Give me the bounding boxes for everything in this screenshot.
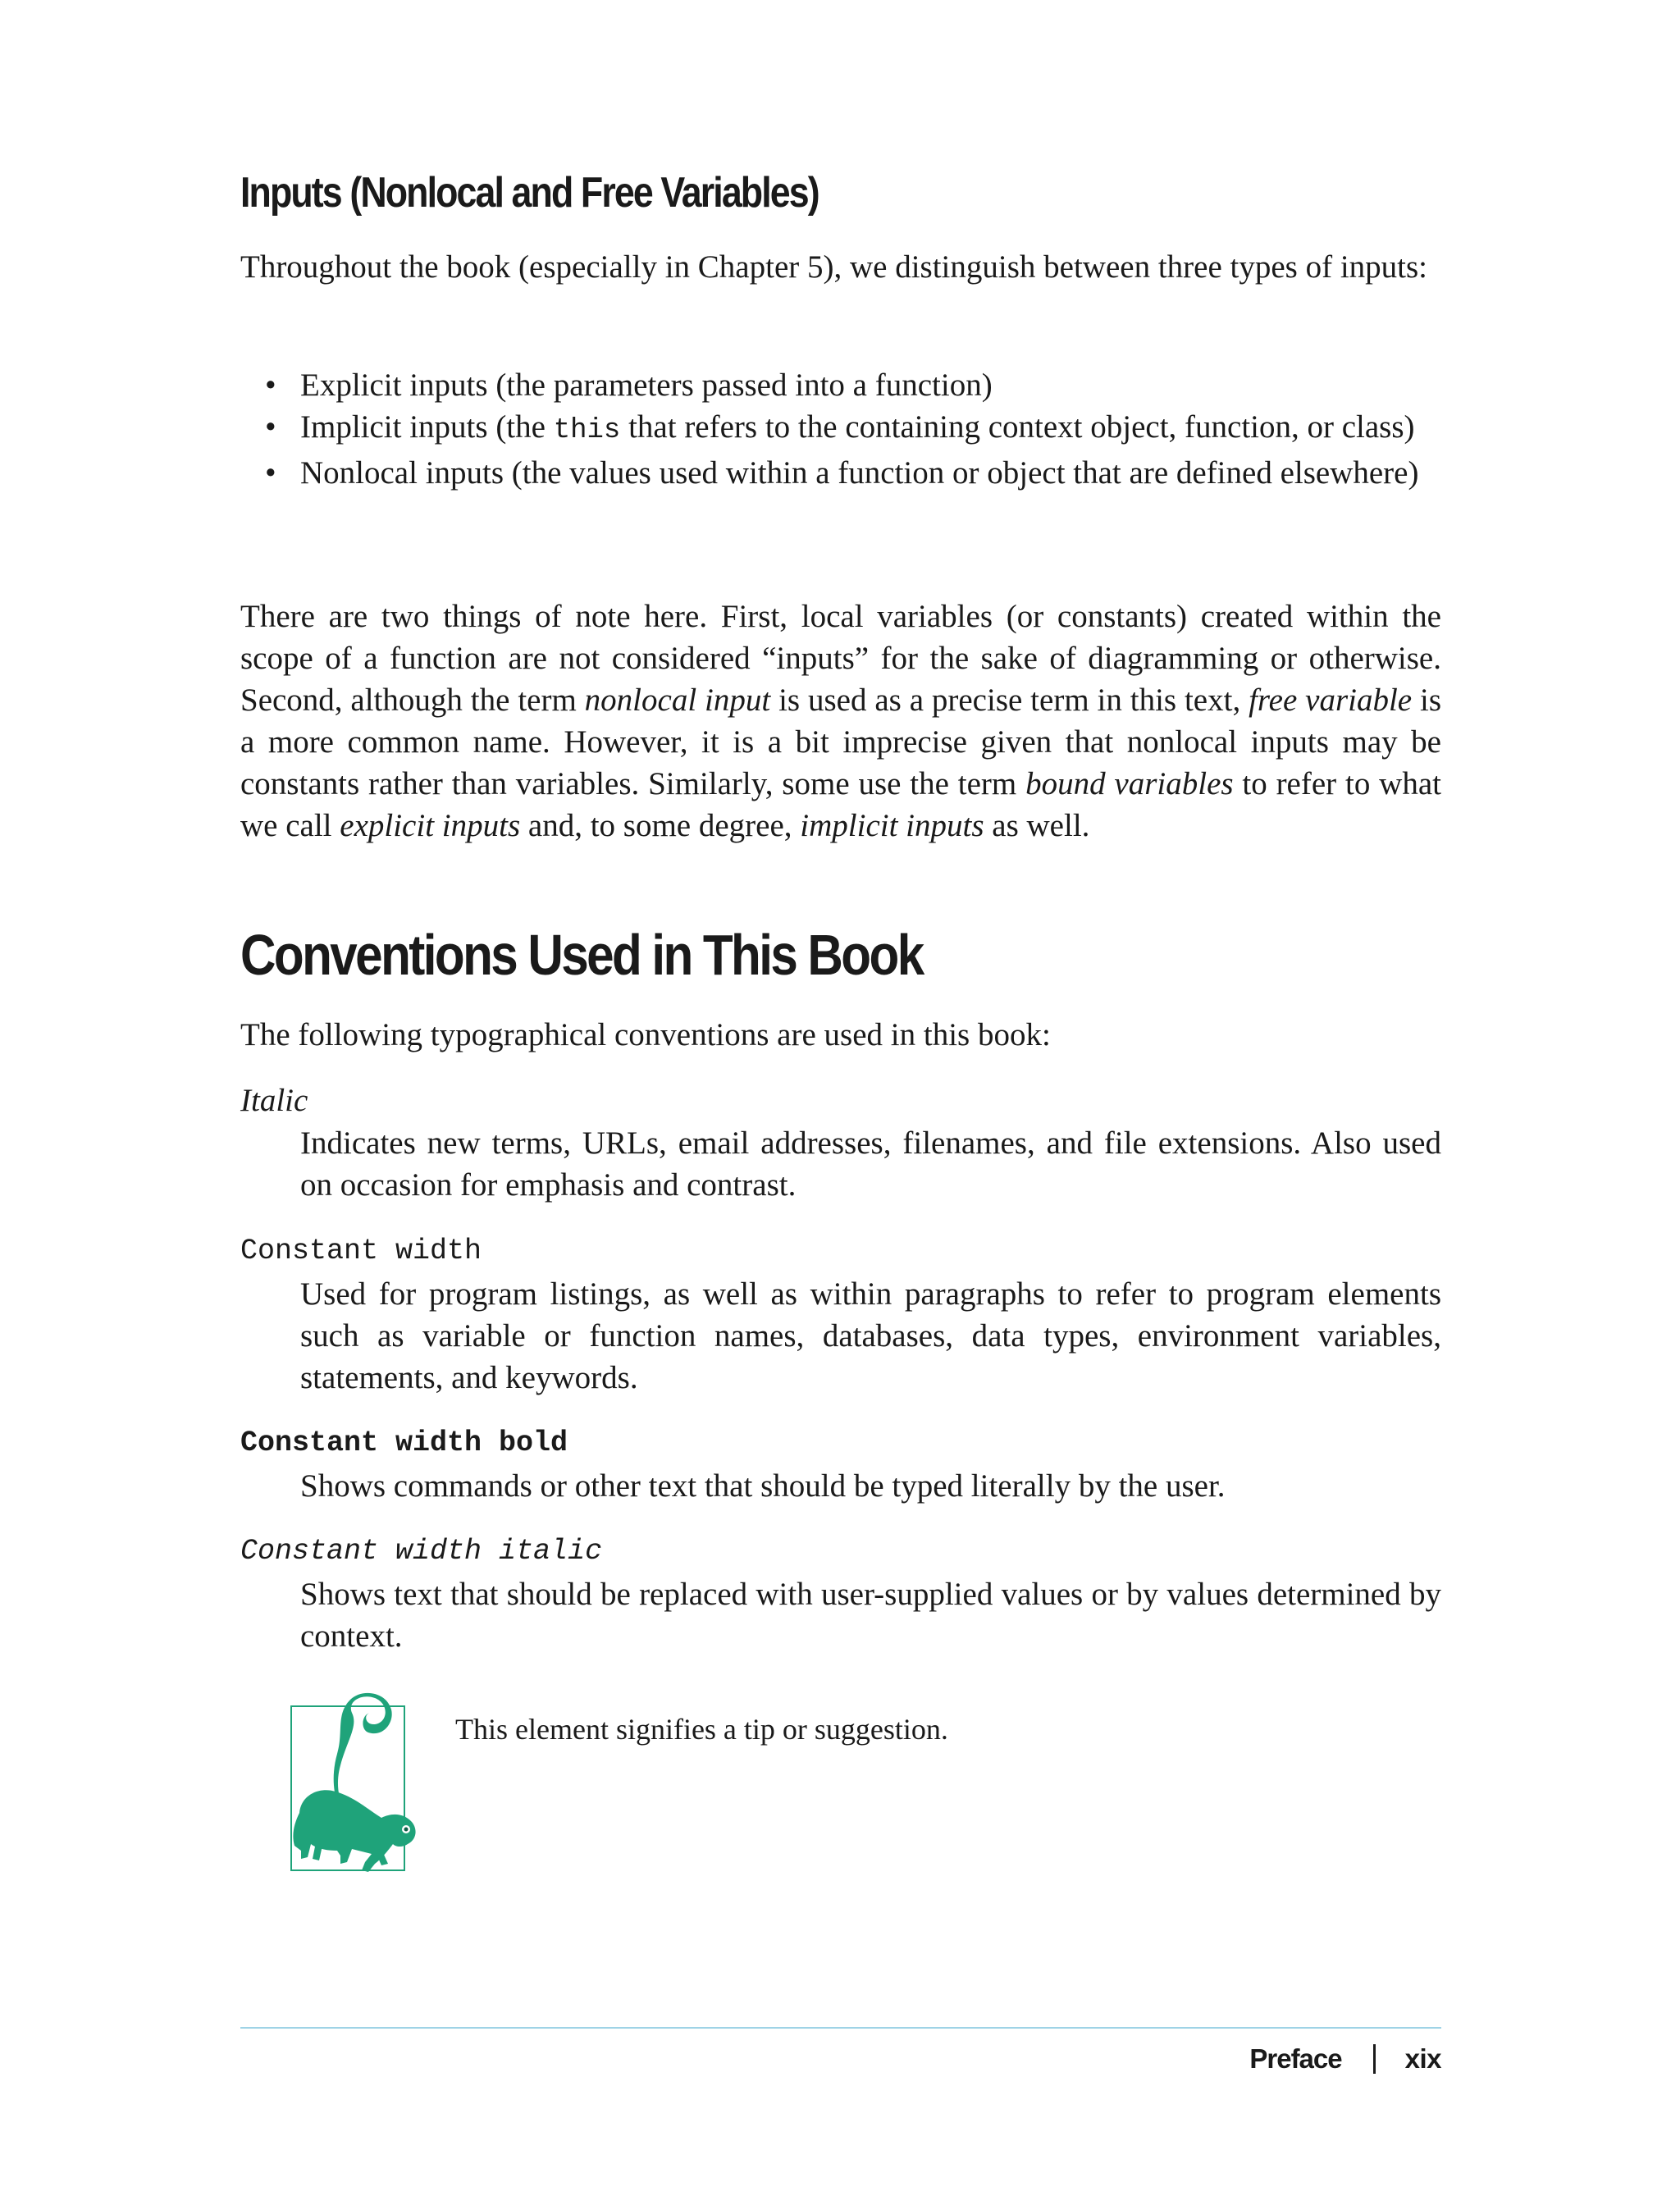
emphasis-implicit-inputs: implicit inputs [800,808,984,843]
emphasis-explicit-inputs: explicit inputs [340,808,521,843]
list-item-explicit-inputs [240,364,1441,406]
emphasis-nonlocal-input: nonlocal input [584,682,771,718]
note-text: is used as a precise term in this text, [770,682,1249,718]
inputs-bullet-list [240,364,1441,494]
page-footer [1249,2041,1441,2077]
section-intro-paragraph: Throughout the book (especially in Chapter 5), we distinguish between three types of inputs: [240,249,1428,285]
note-paragraph [240,596,1441,847]
bullet-text: that refers to the containing context object, function, or class) [620,409,1415,445]
convention-term-constant-width-bold: Constant width bold [240,1427,568,1459]
convention-definition-constant-width: Used for program listings, as well as within paragraphs to refer to program elements such as variable or function names, databases, data types, environment variables, statements, and keywords. [300,1276,1441,1395]
section-heading: Inputs (Nonlocal and Free Variables) [240,169,819,217]
convention-term-italic: Italic [240,1083,308,1118]
convention-term-constant-width: Constant width [240,1235,482,1267]
lemur-tip-icon [283,1690,422,1879]
footer-rule [240,2027,1441,2029]
footer-section-label: Preface [1249,2043,1342,2074]
inline-code: this [553,415,621,446]
convention-definition-italic: Indicates new terms, URLs, email addresses, filenames, and file extensions. Also used on occasion for emphasis and contrast. [300,1125,1441,1203]
list-item-nonlocal-inputs [240,452,1441,494]
convention-definition-constant-width-bold: Shows commands or other text that should be typed literally by the user. [300,1468,1226,1504]
note-text: and, to some degree, [520,808,801,843]
note-text: There are two things of note here. First, local variables (or constants) created within the scope of a function are not considered “inputs” for the sake of diagramming or otherwise. Second, although the term [240,599,1441,718]
conventions-intro-paragraph: The following typographical conventions are used in this book: [240,1017,1051,1052]
bullet-text: Implicit inputs (the [300,409,554,445]
tip-text: This element signifies a tip or suggestion. [455,1713,948,1746]
bullet-text: Nonlocal inputs (the values used within a function or object that are defined elsewhere) [300,455,1419,491]
note-text: to refer to what we call [240,766,1441,843]
note-text: as well. [984,808,1090,843]
conventions-heading: Conventions Used in This Book [240,923,923,987]
note-text: is a more common name. However, it is a bit imprecise given that nonlocal inputs may be constants rather than variables. Similarly, some use the term [240,682,1441,801]
convention-term-constant-width-italic: Constant width italic [240,1535,603,1568]
bullet-text: Explicit inputs (the parameters passed into a function) [300,368,993,403]
emphasis-bound-variables: bound variables [1025,766,1234,801]
footer-separator [1373,2044,1376,2074]
list-item-implicit-inputs [240,406,1441,452]
emphasis-free-variable: free variable [1249,682,1413,718]
page-number: xix [1404,2043,1441,2074]
convention-definition-constant-width-italic: Shows text that should be replaced with user-supplied values or by values determined by context. [300,1577,1441,1654]
